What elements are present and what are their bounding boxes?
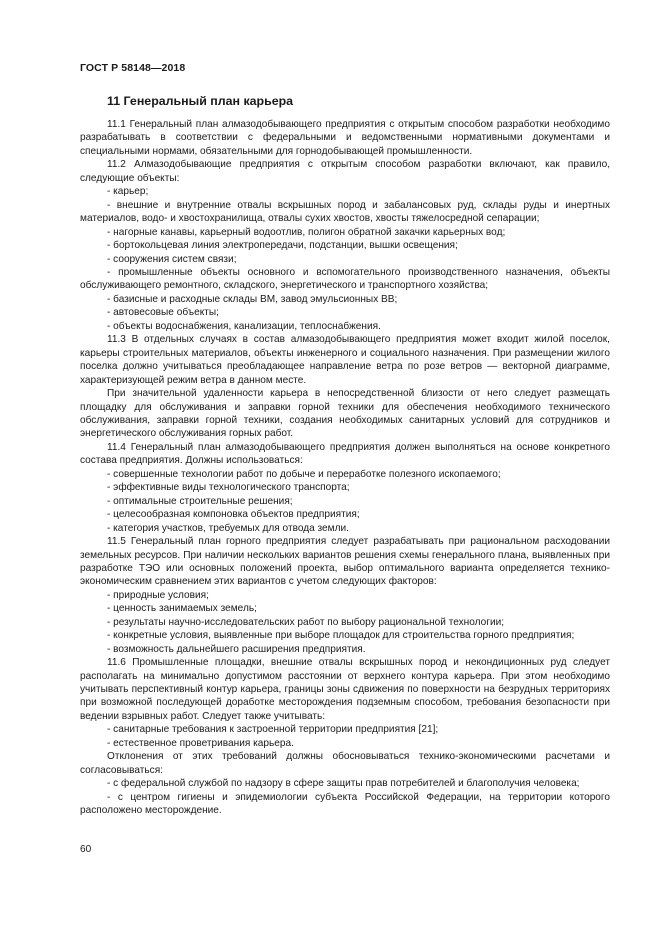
list-item: - с федеральной службой по надзору в сфере защиты прав потребителей и благополучия человека; bbox=[107, 778, 580, 790]
list-item: - промышленные объекты основного и вспомогательного производственного назначения, объекты обслуживающего ремонтного, складского, энергетического и транспортного хозяйства; bbox=[80, 266, 610, 292]
paragraph: Отклонения от этих требований должны обосновываться технико-экономическими расчетами и согласовываться: bbox=[80, 751, 610, 776]
list-item: - санитарные требования к застроенной территории предприятия [21]; bbox=[107, 724, 439, 736]
document-code: ГОСТ Р 58148—2018 bbox=[80, 62, 186, 74]
list-item: - результаты научно-исследовательских работ по выбору рациональной технологии; bbox=[107, 616, 505, 628]
paragraph: 11.2 Алмазодобывающие предприятия с открытым способом разработки включают, как правило, следующие объекты: bbox=[80, 159, 610, 184]
list-item: - базисные и расходные склады ВМ, завод эмульсионных ВВ; bbox=[107, 293, 398, 305]
document-body bbox=[80, 118, 610, 818]
section-title: 11 Генеральный план карьера bbox=[107, 94, 294, 108]
list-item: - карьер; bbox=[107, 186, 149, 198]
list-item: - бортокольцевая линия электропередачи, подстанции, вышки освещения; bbox=[107, 240, 458, 252]
list-item: - оптимальные строительные решения; bbox=[107, 495, 293, 507]
paragraph: 11.3 В отдельных случаях в состав алмазодобывающего предприятия может входит жилой поселок, карьеры строительных материалов, объекты инженерного и социального назначения. При размещении жилого поселка должно учитываться преобладающее направление ветра по розе ветров — векторной диаграмме, характеризующей режим ветра в данном месте. bbox=[80, 334, 610, 386]
page-number: 60 bbox=[80, 844, 92, 855]
list-item: - конкретные условия, выявленные при выборе площадок для строительства горного предприятия; bbox=[107, 630, 575, 642]
list-item: - с центром гигиены и эпидемиологии субъекта Российской Федерации, на территории которого расположено месторождение. bbox=[80, 791, 610, 817]
paragraph: 11.6 Промышленные площадки, внешние отвалы вскрышных пород и некондиционных руд следует располагать на минимально допустимом расстоянии от верхнего контура карьера. При этом необходимо учитывать перспективный контур карьера, границы зоны сдвижения по поверхности на безрудных территориях при возможной последующей доработке месторождения подземным способом, требования безопасности при ведении взрывных работ. Следует также учитывать: bbox=[80, 657, 610, 722]
list-item: - объекты водоснабжения, канализации, теплоснабжения. bbox=[107, 320, 381, 332]
list-item: - автовесовые объекты; bbox=[107, 307, 219, 319]
list-item: - возможность дальнейшего расширения предприятия. bbox=[107, 643, 366, 655]
list-item: - естественное проветривания карьера. bbox=[107, 737, 294, 749]
list-item: - природные условия; bbox=[107, 589, 209, 601]
paragraph: При значительной удаленности карьера в непосредственной близости от него следует размещать площадку для обслуживания и заправки горной техники для обеспечения необходимого технического обслуживания, заправки горной техники, создания необходимых санитарных условий для сотрудников и энергетического обслуживания горных работ. bbox=[80, 388, 610, 440]
paragraph: 11.5 Генеральный план горного предприятия следует разрабатывать при рациональном расходовании земельных ресурсов. При наличии нескольких вариантов решения схемы генерального плана, выявленных при разработке ТЭО или основных положений проекта, выбор оптимального варианта определяется технико-экономическим сравнением этих вариантов с учетом следующих факторов: bbox=[80, 536, 610, 588]
list-item: - категория участков, требуемых для отвода земли. bbox=[107, 522, 349, 534]
list-item: - сооружения систем связи; bbox=[107, 253, 237, 265]
list-item: - эффективные виды технологического транспорта; bbox=[107, 482, 350, 494]
list-item: - целесообразная компоновка объектов предприятия; bbox=[107, 509, 360, 521]
paragraph: 11.4 Генеральный план алмазодобывающего предприятия должен выполняться на основе конкретного состава предприятия. Должны использоваться: bbox=[80, 441, 610, 467]
list-item: - ценность занимаемых земель; bbox=[107, 603, 257, 615]
list-item: - внешние и внутренние отвалы вскрышных пород и забалансовых руд, склады руды и инертных материалов, водо- и хвостохранилища, отвалы сухих хвостов, хвосты тяжелосредной сепарации; bbox=[80, 199, 610, 225]
list-item: - нагорные канавы, карьерный водоотлив, полигон обратной закачки карьерных вод; bbox=[107, 226, 506, 238]
paragraph: 11.1 Генеральный план алмазодобывающего предприятия с открытым способом разработки необходимо разрабатывать в соответствии с федеральными и ведомственными нормативными документами и специальными нормами, обязательными для горнодобывающей промышленности. bbox=[80, 119, 610, 157]
list-item: - совершенные технологии работ по добыче и переработке полезного ископаемого; bbox=[107, 468, 501, 480]
